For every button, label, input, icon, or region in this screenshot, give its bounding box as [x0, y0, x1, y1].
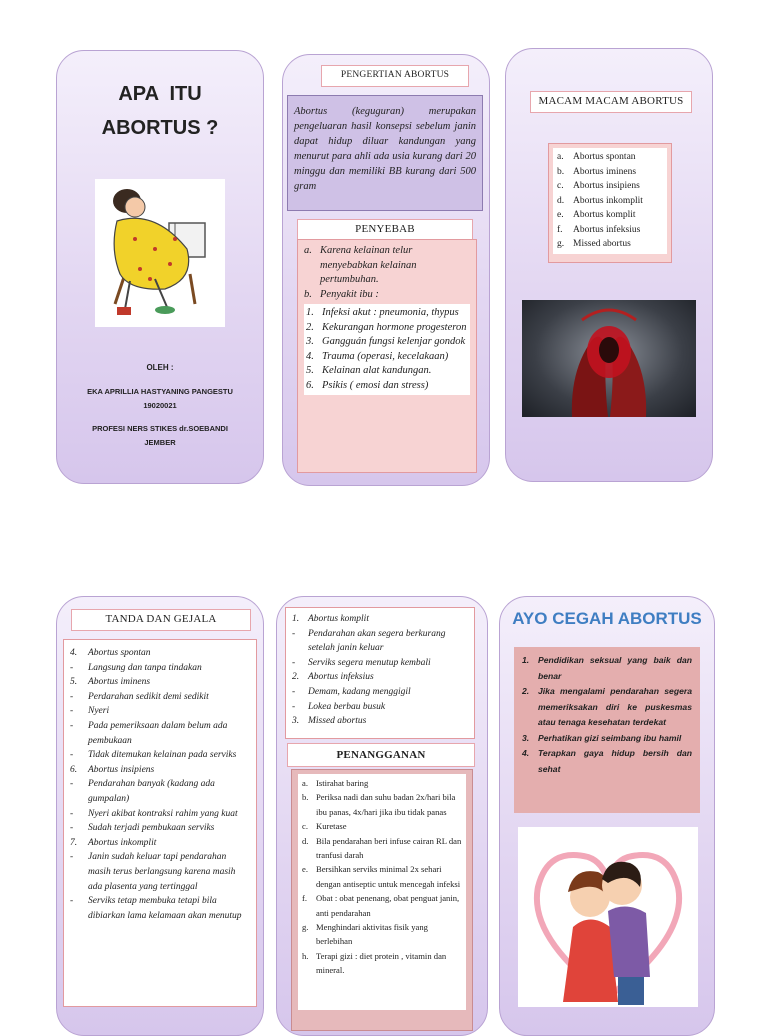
abortion-type-item: [557, 150, 663, 165]
definition-heading: PENGERTIAN ABORTUS: [321, 65, 469, 87]
maternal-cause-item-marker: 6.: [306, 379, 314, 391]
maternal-cause-item-marker: 5.: [306, 365, 314, 376]
treatment-item: [302, 891, 462, 920]
treatment-box: [291, 769, 473, 1031]
treatment-item-marker: h.: [302, 950, 309, 961]
treatment-item: [302, 776, 462, 790]
sign-item-text: Janin sudah keluar tapi pendarahan masih terus berlangsung karena masih ada plasenta yang tertinggal: [88, 852, 236, 892]
treatment-item: [302, 834, 462, 863]
treatment-item-text: Periksa nadi dan suhu badan 2x/hari bila ibu panas, 4x/hari jika ibu tidak panas: [316, 792, 456, 817]
treatment-item-text: Kuretase: [316, 821, 347, 832]
cupped-hands-icon: [522, 300, 696, 417]
abortion-type-item-marker: a.: [557, 152, 564, 162]
prevention-item-marker: 3.: [522, 732, 530, 743]
abortion-type-detail-item-text: Pendarahan akan segera berkurang setelah janin keluar: [308, 628, 446, 654]
institution-line2: JEMBER: [144, 438, 176, 447]
sign-item-text: Abortus inkomplit: [88, 837, 157, 848]
prevention-item: [522, 653, 692, 684]
sign-item-text: Nyeri akibat kontraksi rahim yang kuat: [88, 808, 238, 819]
abortion-type-detail-item-marker: 3.: [292, 716, 300, 727]
abortion-type-detail-item-text: Lokea berbau busuk: [308, 701, 386, 712]
maternal-cause-item: [306, 306, 468, 321]
prevention-item-text: Jika mengalami pendarahan segera memeriksakan diri ke puskesmas atau tenaga kesehatan terdekat: [538, 686, 692, 727]
maternal-cause-item-text: Kekurangan hormone progesteron: [322, 321, 467, 333]
sign-item-text: Pada pemeriksaan dalam belum ada pembukaan: [88, 720, 228, 746]
hands-embryo-photo: [522, 300, 696, 417]
abortion-type-item: [557, 223, 663, 238]
treatment-item-marker: d.: [302, 835, 309, 846]
abortion-type-item: [557, 194, 663, 209]
maternal-cause-item-text: Psikis ( emosi dan stress): [322, 379, 429, 391]
types-panel: [505, 48, 713, 482]
prevention-item-marker: 2.: [522, 686, 530, 696]
sign-item-marker: -: [70, 706, 74, 717]
treatment-item-text: Bila pendarahan beri infuse cairan RL dan tranfusi darah: [316, 835, 462, 861]
abortion-type-item: [557, 179, 663, 194]
sign-item-marker: -: [70, 750, 74, 761]
signs-heading: TANDA DAN GEJALA: [71, 609, 251, 631]
couple-heart-icon: [518, 827, 698, 1007]
cause-heading: PENYEBAB: [297, 219, 473, 241]
abortion-types-continued-list: [285, 607, 475, 739]
maternal-cause-item-text: Infeksi akut : pneumonia, thypus: [322, 307, 459, 318]
abortion-type-detail-item: [292, 700, 468, 715]
cause-item-text: Karena kelainan telur menyebabkan kelainan pertumbuhan.: [320, 245, 417, 285]
prevention-item-text: Perhatikan gizi seimbang ibu hamil: [538, 732, 682, 743]
treatment-list: [298, 774, 466, 1010]
sign-item-text: Tidak ditemukan kelainan pada serviks: [88, 750, 237, 761]
treatment-item: [302, 920, 462, 949]
maternal-cause-item: [306, 350, 468, 365]
abortion-type-item: [557, 237, 663, 252]
maternal-cause-item-text: Trauma (operasi, kecelakaan): [322, 350, 449, 362]
abortion-type-detail-item: [292, 685, 468, 700]
signs-list: [63, 639, 257, 1007]
maternal-cause-item: [306, 379, 468, 394]
cover-panel: [56, 50, 264, 484]
cause-item-text: Penyakit ibu :: [320, 288, 379, 300]
student-id: 19020021: [143, 401, 177, 410]
prevention-list: [514, 647, 700, 813]
cover-title-line1: APA ITU: [118, 83, 202, 105]
prevention-item: [522, 746, 692, 777]
sign-item: [70, 836, 250, 851]
sign-item: [70, 894, 250, 923]
abortion-type-detail-item-text: Demam, kadang menggigil: [308, 686, 411, 697]
author-name: EKA APRILLIA HASTYANING PANGESTU: [87, 387, 233, 396]
signs-panel: [56, 596, 264, 1036]
sign-item: [70, 850, 250, 894]
sign-item-marker: -: [70, 896, 74, 907]
treatment-item-marker: a.: [302, 778, 308, 788]
sign-item-marker: -: [70, 808, 74, 819]
abortion-type-detail-item-marker: -: [292, 686, 296, 697]
cause-item-marker: a.: [304, 245, 312, 256]
abortion-type-item-marker: e.: [557, 210, 564, 220]
maternal-cause-item: [306, 335, 468, 350]
definition-text: Abortus (keguguran) merupakan pengeluaran hasil konsepsi sebelum janin dapat hidup diluar kandungan yang menurut para ahli ada usia kurang dari 20 minggu dan memiliki BB kurang dari 500 gram: [287, 95, 483, 211]
sign-item-text: Abortus spontan: [88, 648, 151, 658]
types-list: [553, 148, 667, 254]
sign-item-text: Nyeri: [88, 706, 110, 717]
types-heading: MACAM MACAM ABORTUS: [530, 91, 692, 113]
abortion-type-item-text: Abortus komplit: [573, 210, 636, 220]
abortion-type-detail-item: [292, 627, 468, 656]
prevention-item: [522, 731, 692, 747]
cause-item: [304, 244, 470, 288]
pregnant-woman-illustration: [95, 179, 225, 327]
sign-item: [70, 807, 250, 822]
treatment-item: [302, 790, 462, 819]
sign-item-text: Abortus insipiens: [88, 764, 155, 775]
sign-item-text: Perdarahan sedikit demi sedikit: [88, 691, 209, 702]
sign-item: [70, 763, 250, 778]
treatment-item-text: Bersihkan serviks minimal 2x sehari dengan antiseptic untuk mencegah infeksi: [316, 864, 461, 889]
cause-item-marker: b.: [304, 288, 312, 300]
treatment-item-marker: g.: [302, 922, 309, 933]
treatment-item-marker: c.: [302, 821, 308, 832]
abortion-type-detail-item-marker: 1.: [292, 614, 300, 624]
treatment-item: [302, 862, 462, 891]
prevention-panel: [499, 596, 715, 1036]
abortion-type-item: [557, 165, 663, 180]
maternal-cause-item-text: Kelainan alat kandungan.: [322, 365, 432, 376]
abortion-type-item-marker: c.: [557, 181, 564, 191]
treatment-item-marker: e.: [302, 864, 308, 875]
abortion-type-detail-item-text: Serviks segera menutup kembali: [308, 657, 431, 668]
institution-line1: PROFESI NERS STIKES dr.SOEBANDI: [92, 424, 228, 433]
sign-item-marker: -: [70, 852, 74, 863]
prevention-item: [522, 684, 692, 731]
treatment-panel: [276, 596, 488, 1036]
sign-item-marker: -: [70, 720, 74, 731]
abortion-type-detail-item-text: Abortus infeksius: [308, 672, 374, 683]
cause-box: [297, 239, 477, 473]
prevention-item-marker: 1.: [522, 655, 530, 665]
abortion-type-item-text: Abortus infeksius: [573, 224, 641, 235]
abortion-type-detail-item: [292, 612, 468, 627]
maternal-cause-item-marker: 3.: [306, 336, 314, 347]
abortion-type-detail-item-marker: -: [292, 701, 296, 712]
cause-list: [304, 244, 470, 302]
by-label: OLEH :: [146, 363, 174, 372]
abortion-type-item-text: Abortus inkomplit: [573, 195, 643, 206]
treatment-item-text: Istirahat baring: [316, 778, 369, 788]
abortion-type-item-text: Abortus iminens: [573, 166, 637, 177]
sign-item: [70, 646, 250, 661]
abortion-type-detail-item: [292, 670, 468, 685]
sign-item-marker: 5.: [70, 677, 78, 688]
sign-item-text: Serviks tetap membuka tetapi bila dibiarkan lama kelamaan akan menutup: [88, 896, 242, 921]
sign-item: [70, 704, 250, 719]
prevention-item-text: Terapkan gaya hidup bersih dan sehat: [538, 748, 692, 774]
sign-item-text: Langsung dan tanpa tindakan: [88, 662, 202, 673]
abortion-type-item-marker: d.: [557, 195, 565, 206]
treatment-item-text: Obat : obat penenang, obat penguat janin, anti pendarahan: [316, 893, 460, 918]
pregnant-woman-icon: [95, 179, 225, 327]
sign-item-marker: 7.: [70, 837, 78, 848]
abortion-type-detail-item-marker: -: [292, 657, 296, 668]
maternal-cause-item-text: Gangguán fungsi kelenjar gondok: [322, 336, 466, 347]
treatment-item-marker: f.: [302, 893, 308, 904]
abortion-type-detail-item-marker: 2.: [292, 672, 300, 683]
abortion-type-detail-item: [292, 656, 468, 671]
sign-item-marker: -: [70, 823, 74, 834]
abortion-type-item-marker: b.: [557, 166, 565, 177]
treatment-item: [302, 949, 462, 978]
couple-illustration: [518, 827, 698, 1007]
sign-item-text: Sudah terjadi pembukaan serviks: [88, 823, 215, 834]
sign-item-marker: -: [70, 691, 74, 702]
sign-item-marker: -: [70, 779, 74, 790]
sign-item-marker: -: [70, 662, 74, 673]
prevention-item-marker: 4.: [522, 748, 530, 758]
abortion-type-item: [557, 208, 663, 223]
sign-item: [70, 821, 250, 836]
maternal-cause-list: [304, 304, 470, 395]
abortion-type-item-text: Abortus insipiens: [573, 181, 640, 191]
cause-item: [304, 288, 470, 303]
sign-item-text: Pendarahan banyak (kadang ada gumpalan): [88, 779, 215, 804]
sign-item: [70, 661, 250, 676]
abortion-type-item-marker: g.: [557, 239, 565, 249]
treatment-item-text: Menghindari aktivitas fisik yang berlebihan: [316, 922, 428, 947]
abortion-type-detail-item-text: Missed abortus: [308, 716, 367, 727]
abortion-type-item-marker: f.: [557, 224, 563, 235]
sign-item: [70, 690, 250, 705]
sign-item: [70, 777, 250, 806]
prevention-heading: AYO CEGAH ABORTUS: [512, 609, 702, 628]
maternal-cause-item-marker: 4.: [306, 350, 314, 362]
sign-item: [70, 719, 250, 748]
treatment-item: [302, 819, 462, 833]
treatment-heading: PENANGGANAN: [287, 743, 475, 767]
maternal-cause-item: [306, 364, 468, 379]
definition-panel: [282, 54, 490, 486]
abortion-type-detail-item-text: Abortus komplit: [308, 614, 369, 624]
maternal-cause-item: [306, 321, 468, 336]
sign-item-marker: 4.: [70, 648, 78, 658]
abortion-type-detail-item: [292, 714, 468, 729]
sign-item: [70, 748, 250, 763]
sign-item-text: Abortus iminens: [88, 677, 151, 688]
abortion-type-detail-item-marker: -: [292, 628, 296, 639]
maternal-cause-item-marker: 1.: [306, 307, 314, 318]
treatment-item-marker: b.: [302, 792, 309, 803]
prevention-item-text: Pendidikan seksual yang baik dan benar: [538, 655, 692, 681]
sign-item-marker: 6.: [70, 764, 78, 775]
abortion-type-item-text: Abortus spontan: [573, 152, 636, 162]
types-box: [548, 143, 672, 263]
abortion-type-item-text: Missed abortus: [573, 239, 631, 249]
cover-title-line2: ABORTUS ?: [101, 117, 219, 139]
treatment-item-text: Terapi gizi : diet protein , vitamin dan mineral.: [316, 950, 447, 976]
maternal-cause-item-marker: 2.: [306, 321, 314, 333]
sign-item: [70, 675, 250, 690]
